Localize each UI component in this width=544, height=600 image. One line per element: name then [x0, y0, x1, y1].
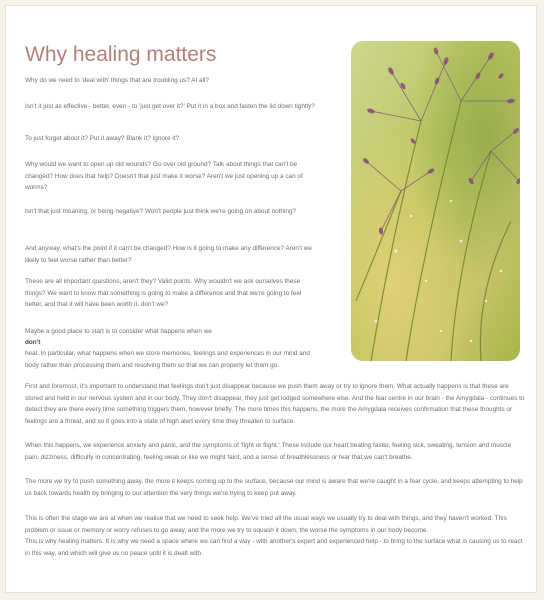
article-paragraph: The more we try to push something away, the more it keeps coming up to the surface, because our mind is aware that we're caught in a fear cycle, and keeps attempting to help us back towards health by bringing to our attention the very things we're trying to keep put away. — [25, 478, 523, 497]
page-title: Why healing matters — [25, 43, 217, 66]
article-paragraph: And anyway, what's the point if it can't be changed? How is it going to make any difference? Aren't we likely to feel worse rather than better? — [25, 245, 312, 264]
article-paragraph: When this happens, we experience anxiety and panic, and the symptoms of 'fight or flight.' These include our heart beating faster, feeling sick, sweating, tension and muscle pain, dizziness, difficulty in concentrating, feeling weak or like we might faint, and a sense of breathlessness or fear that we can't breathe. — [25, 442, 512, 461]
photo-illustration — [351, 41, 520, 361]
article-paragraph: Why would we want to open up old wounds? Go over old ground? Talk about things that can't be changed? How does that help? Doesn't that just make it worse? Aren't we just opening up a can of worms? — [25, 161, 303, 192]
article-paragraph: These are all important questions, aren't they? Valid points. Why wouldn't we ask ourselves these things? We want to know that something is going to make a difference and that we're going to feel better, and that it will have been worth it, don't we? — [25, 278, 302, 309]
grass-seedheads-photo — [351, 41, 520, 361]
article-paragraph: This is often the stage we are at when we realise that we need to seek help. We've tried all the usual ways we usually try to deal with things, and they haven't worked. This problem or issue or memory or worry refuses to go away, and the more we try to squash it down, the worse the symptoms in our body become. — [25, 515, 507, 534]
article-card — [5, 5, 537, 593]
article-paragraph: First and foremost, it's important to understand that feelings don't just disappear because we push them away or try to ignore them. What actually happens is that these are stored and held in our nervous system and in our body. They don't disappear, they just get lodged somewhere else. And the fear centre in our brain - the Amygdala - continues to detect they are there every time something triggers them, however briefly. The more times this happens, the more the Amygdala receives confirmation that these thoughts or feelings are a threat, and so it goes into a state of high alert every time they threaten to surface. — [25, 383, 525, 425]
article-paragraph: To just forget about it? Put it away? Blank it? Ignore it? — [25, 135, 180, 142]
article-paragraph: Maybe a good place to start is to consider what happens when we — [25, 328, 212, 335]
article-paragraph: Isn't that just moaning, or being negative? Won't people just think we're going on about nothing? — [25, 208, 297, 215]
article-paragraph: heal. In particular, what happens when we store memories, feelings and experiences in our mind and body rather than processing them and resolving them so that we can properly let them go. — [25, 350, 310, 369]
article-paragraph: Isn't it just as effective - better, even - to 'just get over it?' Put it in a box and fasten the lid down tightly? — [25, 103, 315, 110]
article-paragraph: This is why healing matters. It is why we need a space where we can find a way - with another's expert and experienced help - to bring to the surface what is causing us to react in this way, and which will give us no peace until it is dealt with. — [25, 538, 523, 557]
emphasis-text: don't — [25, 339, 41, 346]
article-paragraph: Why do we need to 'deal with' things that are troubling us? At all? — [25, 77, 209, 84]
